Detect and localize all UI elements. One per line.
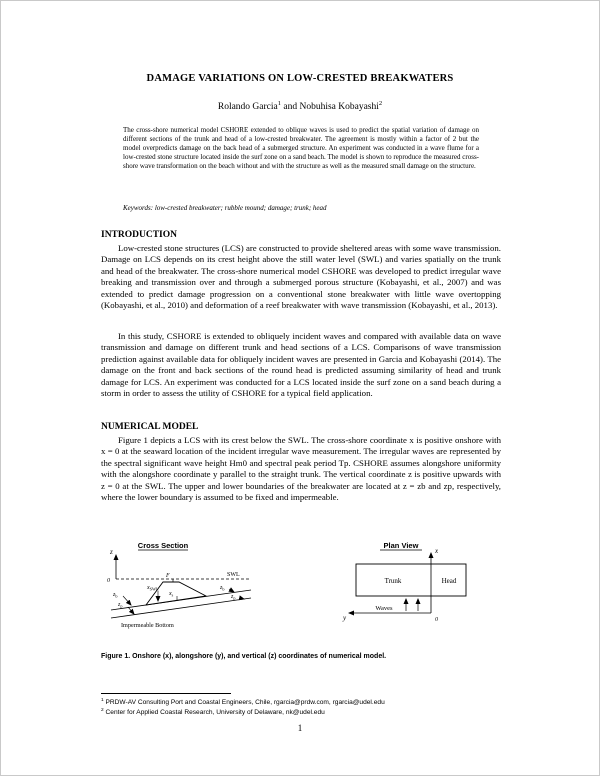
z-b-right-leader-arrow <box>229 589 234 592</box>
figure-1-diagram <box>101 539 501 639</box>
z-b-right-main: z <box>220 585 223 591</box>
footnote-1-marker: 1 <box>101 698 104 703</box>
author-1-affiliation-marker: 1 <box>277 100 281 107</box>
footnote-1 <box>101 698 501 708</box>
z-b-left-label <box>112 592 117 599</box>
footnote-2-marker: 2 <box>101 708 104 714</box>
z-b-left-leader-arrow <box>123 596 131 605</box>
z-p-left-sub: p <box>120 603 123 609</box>
cross-section-origin-label: 0 <box>107 578 110 584</box>
head-label: Head <box>441 577 457 585</box>
footnote-2-text: Center for Applied Coastal Research, University of Delaware, nk@udel.edu <box>105 709 325 717</box>
plan-view-title: Plan View <box>383 541 419 550</box>
keywords-line: Keywords: low-crested breakwater; rubble mound; damage; trunk; head <box>123 204 327 212</box>
section-heading-numerical-model: NUMERICAL MODEL <box>101 422 199 432</box>
z-p-left-leader-arrow <box>128 607 134 614</box>
freeboard-label: F <box>166 573 170 579</box>
swl-label: SWL <box>227 572 240 578</box>
z-p-right-main: z <box>231 594 234 600</box>
x-s-main: x <box>169 591 172 597</box>
introduction-paragraph-1: Low-crested stone structures (LCS) are constructed to provide sheltered areas with some wave transmission. Damage on LCS depends on its crest height above the still water level (SWL) and varies spatially on the trunk and head of the breakwater. The cross-shore numerical model CSHORE was developed to predict irregular wave breaking and transmission over and through a submerged porous structure (Kobayashi, et al., 2007) and was extended to predict damage progression on a conventional stone breakwater with little wave overtopping (Kobayashi, et al., 2010) and deformation of a reef breakwater with wave transmission (Kobayashi, et al., 2013). <box>101 243 501 311</box>
authors-line <box>1 100 599 112</box>
author-2-affiliation-marker: 2 <box>378 100 383 107</box>
x-axis-label: x <box>435 547 439 555</box>
z-p-right-sub: p <box>233 595 236 601</box>
footnotes <box>101 698 501 718</box>
abstract-text: The cross-shore numerical model CSHORE extended to oblique waves is used to predict the spatial variation of damage on different sections of the trunk and head of a low-crested breakwater. The agreement is mostly within a factor of 2 but the model overpredicts damage on the back head of a submerged structure. An experiment was conducted in a wave flume for a low-crested stone structure located inside the surf zone on a sand beach. The model is shown to reproduce the measured cross-shore wave transformation on the beach without and with the structure as well as the measured small damage on the structure. <box>123 126 479 170</box>
footnote-separator <box>101 693 231 694</box>
z-p-left-label <box>117 602 122 609</box>
z-p-left-main: z <box>118 602 121 608</box>
impermeable-bottom-line <box>111 595 251 618</box>
z-b-left-main: z <box>113 592 116 598</box>
y-axis-label: y <box>343 614 347 622</box>
page-number: 1 <box>297 723 303 733</box>
author-1: Rolando Garcia <box>217 102 278 113</box>
authors-connector: and <box>281 102 300 113</box>
figure-1 <box>101 539 501 639</box>
numerical-model-paragraph-1: Figure 1 depicts a LCS with its crest below the SWL. The cross-shore coordinate x is positive onshore with x = 0 at the seaward location of the incident irregular wave measurement. The irregular waves are represented by the spectral significant wave height Hm0 and spectral peak period Tp. CSHORE assumes alongshore uniformity with the alongshore coordinate y parallel to the straight trunk. The vertical coordinate z is positive upwards with z = 0 at the SWL. The upper and lower boundaries of the breakwater are located at z = zb and zp, respectively, where the lower boundary is assumed to be fixed and impermeable. <box>101 435 501 503</box>
z-p-right-leader-arrow <box>240 598 244 599</box>
section-heading-introduction: INTRODUCTION <box>101 230 178 240</box>
z-b-right-label <box>219 585 224 592</box>
figure-1-caption: Figure 1. Onshore (x), alongshore (y), and vertical (z) coordinates of numerical model. <box>101 653 387 660</box>
z-p-right-label <box>230 594 235 601</box>
impermeable-bottom-label: Impermeable Bottom <box>121 622 174 629</box>
author-2: Nobuhisa Kobayashi <box>299 102 379 113</box>
page-title: DAMAGE VARIATIONS ON LOW-CRESTED BREAKWATERS <box>146 73 454 84</box>
x-swl-sub: SWL <box>149 586 159 592</box>
breakwater-cross-section-shape <box>146 582 206 605</box>
plan-view-origin-label: 0 <box>435 617 438 623</box>
introduction-paragraph-2: In this study, CSHORE is extended to obliquely incident waves and compared with available data on wave transmission and damage on different trunk and head sections of a LCS. Comparisons of wave transmission prediction against available data for obliquely incident waves are presented in Garcia and Kobayashi (2014). The damage on the front and back sections of the round head is predicted assuming similarity of head and trunk damage for LCS. An experiment was conducted for a LCS located inside the surf zone on a sand beach during a storm in order to assess the utility of CSHORE for a typical field application. <box>101 331 501 399</box>
footnote-1-text: PRDW-AV Consulting Port and Coastal Engineers, Chile, rgarcia@prdw.com, rgarcia@udel.edu <box>105 699 385 707</box>
footnote-2 <box>101 708 501 718</box>
x-s-label <box>168 591 174 598</box>
x-s-sub: s <box>171 592 174 598</box>
cross-section-title: Cross Section <box>137 541 189 550</box>
z-b-right-sub: b <box>222 586 225 592</box>
z-axis-label: z <box>110 548 113 556</box>
trunk-label: Trunk <box>384 577 402 585</box>
waves-label: Waves <box>375 605 393 612</box>
x-swl-main: x <box>147 585 150 591</box>
x-swl-label <box>146 585 159 592</box>
z-b-left-sub: b <box>115 593 118 599</box>
